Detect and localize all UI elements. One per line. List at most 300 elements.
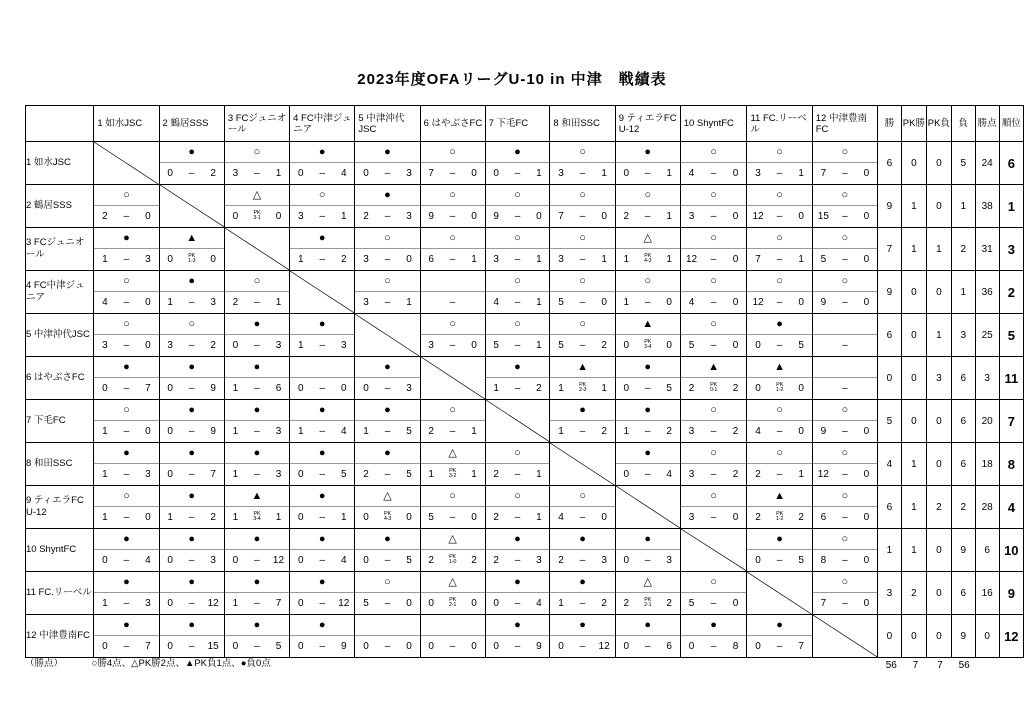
- result-symbol: ●: [188, 532, 195, 545]
- stat-cell-3: 6: [951, 443, 975, 486]
- score-home: 9: [493, 211, 499, 222]
- score: [225, 635, 289, 657]
- score-away: 4: [145, 555, 151, 566]
- score-away: 1: [666, 254, 672, 265]
- match-cell: [159, 443, 224, 486]
- row-team-label: 10 ShyntFC: [26, 529, 94, 572]
- result-symbol: ○: [841, 532, 849, 545]
- result-symbol: ○: [710, 446, 717, 459]
- score: [681, 592, 747, 614]
- result-symbol: ●: [318, 317, 326, 330]
- match-cell: [615, 271, 680, 314]
- header-team-2: 2 鶴居SSS: [159, 106, 224, 142]
- stat-cell-0: 3: [878, 572, 902, 615]
- stat-cell-1: 0: [901, 142, 926, 185]
- score: [355, 463, 419, 485]
- match-cell: [485, 185, 550, 228]
- score-separator: –: [579, 211, 586, 222]
- result-symbol: ○: [710, 575, 717, 588]
- score-away: 9: [210, 383, 216, 394]
- score-home: 0: [623, 340, 630, 351]
- score-away: 0: [406, 641, 412, 652]
- result-symbol: ▲: [774, 360, 786, 373]
- stat-cell-4: 24: [975, 142, 999, 185]
- diagonal-cell: [680, 529, 747, 572]
- score: [747, 506, 811, 528]
- score-away: 1: [536, 469, 542, 480]
- score-separator: –: [188, 598, 195, 609]
- score-separator: –: [514, 555, 521, 566]
- score: [421, 506, 485, 528]
- score: [681, 463, 747, 485]
- score-away: 1: [798, 254, 804, 265]
- match-cell: [485, 357, 550, 400]
- score-away: 3: [406, 211, 412, 222]
- pk-score: PK 4-3: [383, 510, 392, 523]
- score: [94, 506, 158, 528]
- score-away: 5: [798, 555, 804, 566]
- match-cell: [812, 271, 877, 314]
- table-row: [26, 615, 1024, 658]
- score-away: 2: [341, 254, 347, 265]
- score-away: 4: [341, 555, 347, 566]
- score-home: 3: [493, 254, 499, 265]
- score: [421, 592, 485, 614]
- score-home: 1: [428, 469, 434, 480]
- match-cell: [550, 314, 615, 357]
- match-cell: [94, 572, 159, 615]
- result-symbol: ○: [514, 489, 521, 502]
- score-away: 1: [275, 297, 282, 308]
- score-separator: –: [319, 168, 326, 179]
- score: [421, 248, 485, 270]
- score-home: 0: [167, 168, 173, 179]
- score-separator: –: [776, 555, 783, 566]
- score-home: 2: [623, 211, 630, 222]
- score: [160, 463, 224, 485]
- table-row: [26, 314, 1024, 357]
- score: [616, 463, 680, 485]
- match-cell: [94, 228, 159, 271]
- match-cell: [615, 529, 680, 572]
- score-away: 0: [471, 512, 477, 523]
- result-symbol: ○: [644, 188, 652, 201]
- result-symbol: ●: [253, 575, 261, 588]
- score-home: 1: [363, 426, 369, 437]
- score-away: 0: [863, 168, 870, 179]
- score-away: 0: [145, 340, 151, 351]
- score-away: 8: [732, 641, 739, 652]
- result-symbol: ▲: [251, 489, 263, 502]
- score: [290, 635, 354, 657]
- score-away: 0: [798, 383, 804, 394]
- score-home: 15: [817, 211, 829, 222]
- match-cell: [355, 615, 420, 658]
- header-stat-0: 勝: [878, 106, 902, 142]
- rank-cell: 4: [999, 486, 1023, 529]
- score-home: 5: [558, 340, 564, 351]
- score: [813, 420, 877, 442]
- stat-cell-1: 1: [901, 443, 926, 486]
- result-symbol: ●: [644, 145, 652, 158]
- stat-cell-3: 2: [951, 228, 975, 271]
- score-separator: –: [123, 641, 130, 652]
- score-away: 1: [798, 469, 804, 480]
- score-separator: –: [188, 340, 195, 351]
- score-home: 0: [297, 168, 304, 179]
- header-stat-2: PK負: [926, 106, 951, 142]
- match-cell: [747, 271, 812, 314]
- rank-cell: 5: [999, 314, 1023, 357]
- score: [486, 377, 550, 399]
- score: [486, 592, 550, 614]
- score-away: 6: [275, 383, 282, 394]
- diagonal-cell: [550, 443, 615, 486]
- score: [225, 463, 289, 485]
- score-separator: –: [514, 297, 521, 308]
- score-away: 0: [406, 512, 412, 523]
- score: [94, 592, 158, 614]
- score-separator: –: [644, 469, 651, 480]
- score-home: 0: [558, 641, 564, 652]
- score-separator: –: [514, 469, 521, 480]
- table-row: [26, 228, 1024, 271]
- match-cell: [159, 529, 224, 572]
- score-home: 0: [428, 641, 434, 652]
- result-symbol: ○: [449, 231, 456, 244]
- score-separator: –: [319, 340, 326, 351]
- result-symbol: ○: [123, 489, 130, 502]
- score: [616, 635, 680, 657]
- score-separator: –: [842, 512, 848, 523]
- score-home: 0: [297, 512, 304, 523]
- result-symbol: ●: [123, 618, 130, 631]
- match-cell: [680, 314, 747, 357]
- score-separator: –: [188, 383, 195, 394]
- score: [813, 592, 877, 614]
- score-separator: –: [319, 383, 326, 394]
- rank-cell: 9: [999, 572, 1023, 615]
- stat-cell-0: 5: [878, 400, 902, 443]
- match-cell: [550, 572, 615, 615]
- total-1: 7: [912, 660, 919, 671]
- stat-cell-3: 6: [951, 572, 975, 615]
- stat-cell-0: 0: [878, 357, 902, 400]
- score: [225, 205, 289, 227]
- score-away: 0: [275, 211, 282, 222]
- result-symbol: ▲: [186, 231, 198, 244]
- score-home: 1: [558, 598, 564, 609]
- score: [355, 420, 419, 442]
- score-away: 3: [145, 598, 151, 609]
- match-cell: [159, 486, 224, 529]
- result-symbol: ○: [710, 231, 717, 244]
- stat-cell-1: 2: [901, 572, 926, 615]
- result-symbol: △: [448, 532, 457, 545]
- score-home: 0: [167, 426, 173, 437]
- score-away: 1: [275, 168, 282, 179]
- score-separator: –: [384, 598, 391, 609]
- result-symbol: ●: [123, 532, 130, 545]
- result-symbol: ●: [318, 532, 326, 545]
- score-away: 3: [666, 555, 672, 566]
- score-away: 2: [732, 383, 739, 394]
- score-separator: –: [842, 598, 848, 609]
- score: [355, 248, 419, 270]
- score-home: 3: [688, 426, 695, 437]
- total-3: 56: [958, 660, 970, 671]
- score-home: 3: [297, 211, 304, 222]
- score-home: 2: [363, 469, 369, 480]
- match-cell: [747, 486, 812, 529]
- result-symbol: △: [448, 446, 457, 459]
- score: [421, 635, 485, 657]
- result-symbol: ○: [776, 403, 783, 416]
- table-row: [26, 271, 1024, 314]
- score-home: 5: [493, 340, 499, 351]
- score-home: 12: [817, 469, 829, 480]
- score-separator: –: [514, 641, 521, 652]
- score-separator: –: [514, 168, 521, 179]
- score: [225, 377, 289, 399]
- score-separator: –: [710, 512, 717, 523]
- match-cell: [94, 400, 159, 443]
- match-cell: [550, 142, 615, 185]
- match-cell: [747, 400, 812, 443]
- score-away: 1: [536, 254, 542, 265]
- header-team-8: 8 和田SSC: [550, 106, 615, 142]
- score-home: 3: [167, 340, 173, 351]
- match-cell: [615, 142, 680, 185]
- match-cell: [355, 443, 420, 486]
- match-cell: [290, 228, 355, 271]
- result-symbol: ○: [841, 489, 849, 502]
- row-team-label: 8 和田SSC: [26, 443, 94, 486]
- table-row: [26, 357, 1024, 400]
- match-cell: [615, 615, 680, 658]
- stat-cell-0: 6: [878, 486, 902, 529]
- score-home: 0: [232, 555, 239, 566]
- result-symbol: ○: [123, 274, 130, 287]
- score-separator: –: [579, 426, 586, 437]
- score-away: 12: [272, 555, 285, 566]
- score-separator: –: [319, 211, 326, 222]
- match-cell: [420, 529, 485, 572]
- stat-cell-3: 6: [951, 400, 975, 443]
- stat-cell-1: 1: [901, 486, 926, 529]
- stat-cell-1: 1: [901, 529, 926, 572]
- score-separator: –: [123, 598, 130, 609]
- match-cell: [224, 271, 289, 314]
- score: [681, 506, 747, 528]
- row-team-label: 4 FC中津ジュニア: [26, 271, 94, 314]
- score-away: 3: [601, 555, 607, 566]
- stat-cell-2: 1: [926, 228, 951, 271]
- stat-cell-0: 6: [878, 314, 902, 357]
- match-cell: [812, 314, 877, 357]
- score-separator: –: [254, 555, 260, 566]
- score-separator: –: [579, 168, 586, 179]
- score-home: 0: [363, 168, 369, 179]
- score-home: 3: [688, 512, 695, 523]
- diagonal-cell: [94, 142, 159, 185]
- result-symbol: ▲: [577, 360, 589, 373]
- match-cell: [550, 271, 615, 314]
- result-symbol: △: [643, 575, 652, 588]
- score-separator: –: [644, 426, 651, 437]
- score-away: 4: [666, 469, 672, 480]
- score-away: 1: [536, 340, 542, 351]
- score: [616, 248, 680, 270]
- score: [616, 420, 680, 442]
- match-cell: [94, 271, 159, 314]
- score-away: 1: [341, 512, 347, 523]
- score: [550, 506, 614, 528]
- score: [94, 248, 158, 270]
- score-home: 1: [102, 426, 108, 437]
- score-home: 3: [688, 211, 695, 222]
- score-home: 1: [493, 383, 499, 394]
- match-cell: [224, 185, 289, 228]
- table-row: [26, 486, 1024, 529]
- score-separator: –: [710, 254, 717, 265]
- score-home: 4: [102, 297, 108, 308]
- score-separator: –: [710, 168, 717, 179]
- header-stat-4: 勝点: [975, 106, 999, 142]
- match-cell: [747, 529, 812, 572]
- score: –: [421, 291, 485, 313]
- score-separator: –: [579, 340, 586, 351]
- score-home: 1: [102, 254, 108, 265]
- match-cell: [94, 529, 159, 572]
- result-symbol: ●: [514, 575, 521, 588]
- stat-cell-3: 1: [951, 185, 975, 228]
- match-cell: [550, 486, 615, 529]
- match-cell: [485, 572, 550, 615]
- stat-cell-3: 9: [951, 529, 975, 572]
- match-cell: [159, 615, 224, 658]
- score: [160, 377, 224, 399]
- score-home: 0: [363, 641, 369, 652]
- match-cell: [224, 615, 289, 658]
- result-symbol: ○: [841, 274, 849, 287]
- score-home: 0: [102, 383, 108, 394]
- result-symbol: ○: [579, 489, 586, 502]
- result-symbol: △: [383, 489, 392, 502]
- result-symbol: ●: [253, 360, 261, 373]
- score-home: 3: [558, 254, 564, 265]
- rank-cell: 8: [999, 443, 1023, 486]
- rank-cell: 1: [999, 185, 1023, 228]
- score-away: 0: [863, 426, 870, 437]
- match-cell: [355, 271, 420, 314]
- score-home: 2: [428, 426, 434, 437]
- score-separator: –: [384, 168, 391, 179]
- result-symbol: ○: [841, 231, 849, 244]
- match-cell: [420, 486, 485, 529]
- score-away: 0: [471, 211, 477, 222]
- score: [160, 592, 224, 614]
- result-symbol: ○: [841, 145, 849, 158]
- score: [160, 549, 224, 571]
- row-team-label: 9 ティエラFC U-12: [26, 486, 94, 529]
- score-home: 1: [232, 598, 239, 609]
- score: [290, 420, 354, 442]
- score-away: 5: [406, 555, 412, 566]
- score-separator: –: [384, 426, 391, 437]
- score: [290, 463, 354, 485]
- score-away: 12: [338, 598, 350, 609]
- match-cell: [615, 314, 680, 357]
- match-cell: [550, 615, 615, 658]
- result-symbol: △: [252, 188, 262, 201]
- match-cell: [290, 185, 355, 228]
- score-home: 7: [755, 254, 761, 265]
- score-separator: –: [384, 555, 391, 566]
- stat-cell-4: 25: [975, 314, 999, 357]
- score-separator: –: [710, 469, 717, 480]
- match-cell: [812, 357, 877, 400]
- table-row: [26, 400, 1024, 443]
- rank-cell: 7: [999, 400, 1023, 443]
- score: [225, 549, 289, 571]
- pk-score: PK 1-2: [775, 510, 784, 523]
- score-home: 1: [102, 598, 108, 609]
- score: [616, 162, 680, 184]
- score-separator: –: [514, 598, 521, 609]
- score-home: 2: [232, 297, 239, 308]
- score-away: 7: [798, 641, 804, 652]
- header-stat-1: PK勝: [901, 106, 926, 142]
- score: [355, 205, 419, 227]
- score-separator: –: [579, 297, 586, 308]
- score-home: 1: [623, 426, 630, 437]
- result-symbol: [813, 357, 877, 377]
- score-separator: –: [579, 641, 586, 652]
- score-away: 9: [210, 426, 216, 437]
- score-away: 1: [536, 297, 542, 308]
- score-separator: –: [254, 598, 260, 609]
- result-symbol: ●: [318, 403, 326, 416]
- match-cell: [747, 314, 812, 357]
- result-symbol: ○: [776, 188, 783, 201]
- stat-cell-2: 0: [926, 443, 951, 486]
- score: [813, 549, 877, 571]
- score-home: 5: [558, 297, 564, 308]
- score-home: 1: [167, 512, 173, 523]
- match-cell: [290, 142, 355, 185]
- score: [486, 334, 550, 356]
- match-cell: [159, 314, 224, 357]
- stat-cell-0: 4: [878, 443, 902, 486]
- match-cell: [94, 314, 159, 357]
- match-cell: [290, 615, 355, 658]
- score-home: 1: [232, 426, 239, 437]
- score-home: 0: [755, 383, 761, 394]
- score-separator: –: [123, 383, 130, 394]
- match-cell: [812, 228, 877, 271]
- score: [94, 420, 158, 442]
- header-team-11: 11 FC.リーベル: [747, 106, 812, 142]
- result-symbol: ●: [123, 360, 130, 373]
- score-home: 0: [363, 512, 369, 523]
- result-symbol: ●: [579, 618, 586, 631]
- result-symbol: ●: [776, 317, 783, 330]
- stat-cell-2: 0: [926, 271, 951, 314]
- score-home: 1: [232, 383, 239, 394]
- score-away: 0: [732, 297, 739, 308]
- result-symbol: ●: [384, 145, 391, 158]
